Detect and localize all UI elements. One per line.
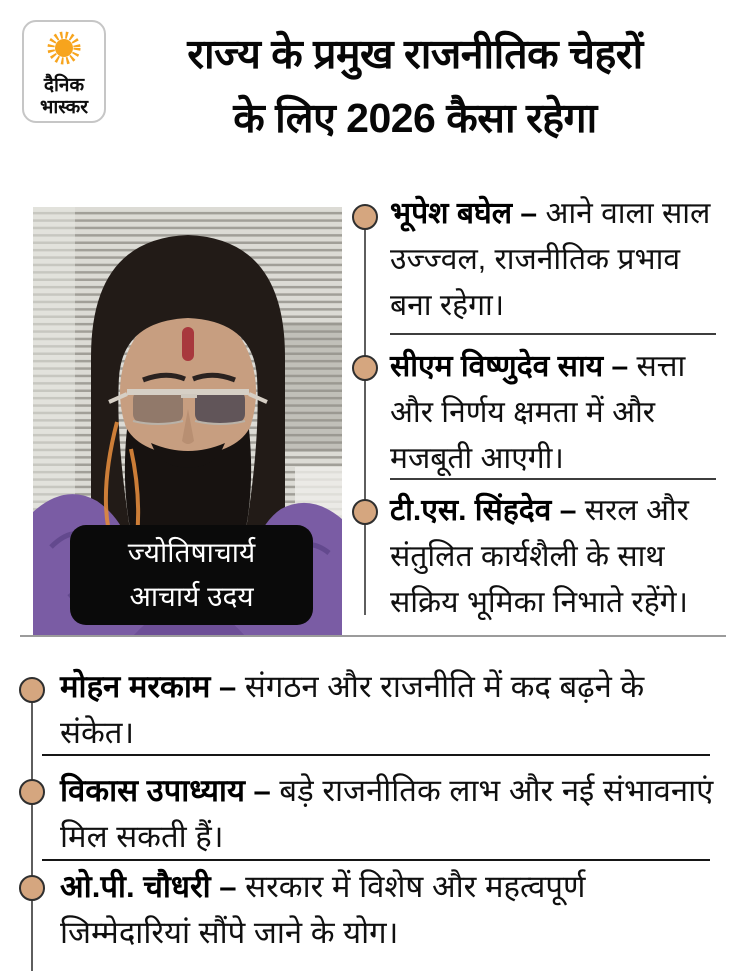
timeline-rail-bottom <box>31 690 33 971</box>
prediction-item-upadhyay <box>60 768 718 860</box>
prediction-text: संगठन और राजनीति में कद बढ़ने के संकेत। <box>60 669 645 750</box>
divider <box>42 754 710 756</box>
bullet-marker <box>352 355 378 381</box>
brand-logo-line2: भास्कर <box>39 97 89 118</box>
prediction-text: सत्ता और निर्णय क्षमता में और मजबूती आएगी। <box>390 350 686 475</box>
sun-icon <box>24 22 104 70</box>
bullet-marker <box>352 499 378 525</box>
divider <box>42 859 710 861</box>
bullet-marker <box>19 779 45 805</box>
photo-caption-line2: आचार्य उदय <box>129 581 254 612</box>
tilak <box>182 327 194 361</box>
bullet-marker <box>19 875 45 901</box>
brand-logo-line1: दैनिक <box>43 75 85 96</box>
bullet-marker <box>19 677 45 703</box>
prediction-text: बड़े राजनीतिक लाभ और नई संभावनाएं मिल सकती हैं। <box>60 773 714 854</box>
timeline-rail-right <box>364 217 366 615</box>
prediction-item-singhdeo <box>390 488 722 626</box>
bullet-marker <box>352 204 378 230</box>
prediction-name: मोहन मरकाम – <box>60 669 237 704</box>
divider <box>390 333 716 335</box>
prediction-text: सरकार में विशेष और महत्वपूर्ण जिम्मेदारियां सौंपे जाने के योग। <box>60 869 586 950</box>
prediction-item-choudhary <box>60 864 718 956</box>
title-line-1: राज्य के प्रमुख राजनीतिक चेहरों <box>187 31 643 77</box>
astrologer-photo <box>33 207 342 636</box>
prediction-name: भूपेश बघेल – <box>390 197 538 230</box>
prediction-item-bhupesh <box>390 191 722 329</box>
prediction-item-markam <box>60 664 718 756</box>
page-title <box>110 22 720 150</box>
brand-logo <box>22 20 106 123</box>
section-divider <box>20 635 726 637</box>
title-line-2: के लिए 2026 कैसा रहेगा <box>233 95 597 141</box>
divider <box>390 478 716 480</box>
prediction-name: टी.एस. सिंहदेव – <box>390 494 577 527</box>
photo-caption <box>70 525 313 625</box>
prediction-name: सीएम विष्णुदेव साय – <box>390 350 629 383</box>
photo-caption-line1: ज्योतिषाचार्य <box>127 537 256 568</box>
prediction-name: विकास उपाध्याय – <box>60 773 271 808</box>
prediction-text: आने वाला साल उज्ज्वल, राजनीतिक प्रभाव बना रहेगा। <box>390 197 711 322</box>
prediction-name: ओ.पी. चौधरी – <box>60 869 237 904</box>
prediction-text: सरल और संतुलित कार्यशैली के साथ सक्रिय भूमिका निभाते रहेंगे। <box>390 494 689 619</box>
prediction-item-vishnudev <box>390 344 722 482</box>
